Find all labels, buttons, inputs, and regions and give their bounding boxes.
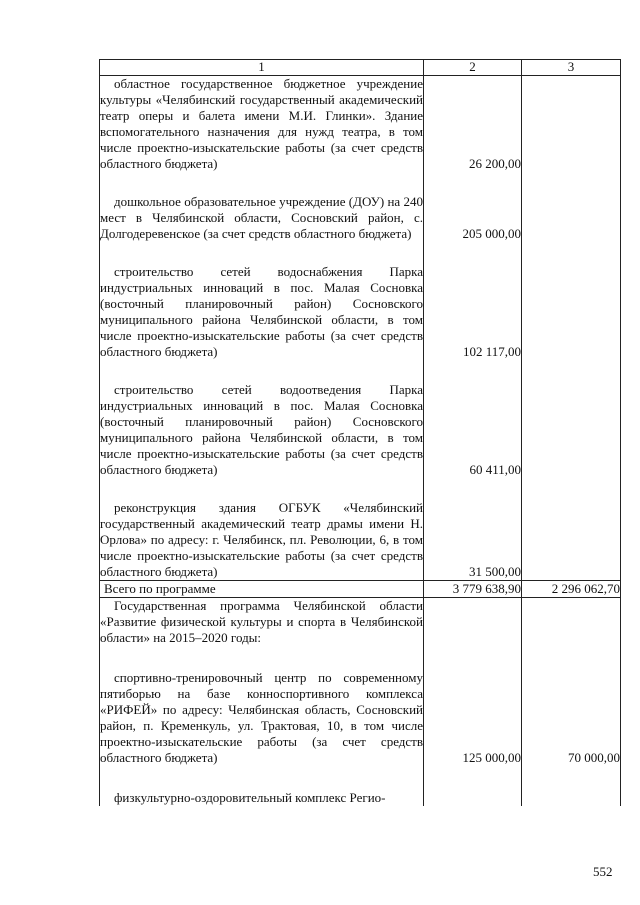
page-number: 552 (593, 864, 613, 879)
row-value-col3 (522, 76, 621, 173)
table-row (100, 264, 621, 360)
header-col-3: 3 (522, 60, 621, 76)
budget-table (99, 59, 621, 806)
row-value-col2 (424, 790, 522, 806)
table-row (100, 500, 621, 581)
row-spacer (100, 360, 621, 382)
row-value-col3 (522, 194, 621, 242)
total-label: Всего по программе (100, 581, 424, 598)
total-value-col3: 2 296 062,70 (522, 581, 621, 598)
row-description: спортивно-тренировочный центр по современному пятиборью на базе конноспортивного комплекса «РИФЕЙ» по адресу: Челябинская область, Сосновский район, п. Кременкуль, ул. Трактовая, 10, в том числе проектно-изыскательские работы (за счет средств областного бюджета) (100, 670, 423, 765)
row-value-col3: 70 000,00 (522, 670, 621, 766)
total-row (100, 581, 621, 598)
row-value-col2: 125 000,00 (424, 670, 522, 766)
row-description: физкультурно-оздоровительный комплекс Регио- (100, 790, 424, 806)
header-col-1: 1 (100, 60, 424, 76)
row-value-col2: 60 411,00 (424, 382, 522, 478)
row-value-col2: 26 200,00 (424, 76, 522, 173)
row-description: дошкольное образовательное учреждение (ДОУ) на 240 мест в Челябинской области, Сосновский район, с. Долгодеревенское (за счет средств областного бюджета) (100, 194, 423, 241)
program-title: Государственная программа Челябинской области «Развитие физической культуры и спорта в Челябинской области» на 2015–2020 годы: (100, 598, 423, 645)
row-spacer (100, 172, 621, 194)
row-description: строительство сетей водоотведения Парка индустриальных инноваций в пос. Малая Сосновка (восточный планировочный район) Сосновского муниципального района Челябинской области, в том числе проектно-изыскательские работы (за счет средств областного бюджета) (100, 382, 423, 477)
row-description: областное государственное бюджетное учреждение культуры «Челябинский государственный академический театр оперы и балета имени М.И. Глинки». Здание вспомогательного назначения для нужд театра, в том числе проектно-изыскательские работы (за счет средств областного бюджета) (100, 76, 423, 171)
table-row (100, 790, 621, 806)
row-value-col3 (522, 264, 621, 360)
row-spacer (100, 478, 621, 500)
row-spacer (100, 766, 621, 790)
table-row (100, 194, 621, 242)
row-spacer (100, 646, 621, 670)
row-spacer (100, 242, 621, 264)
row-description: реконструкция здания ОГБУК «Челябинский государственный академический театр драмы имени Н. Орлова» по адресу: г. Челябинск, пл. Революции, 6, в том числе проектно-изыскательские работы (за счет средств областного бюджета) (100, 500, 423, 579)
table-row (100, 382, 621, 478)
row-value-col3 (522, 790, 621, 806)
row-value-col3 (522, 500, 621, 581)
row-value-col2: 31 500,00 (424, 500, 522, 581)
row-value-col3 (522, 382, 621, 478)
table-row (100, 76, 621, 173)
table-row (100, 670, 621, 766)
row-value-col2: 102 117,00 (424, 264, 522, 360)
header-col-2: 2 (424, 60, 522, 76)
total-value-col2: 3 779 638,90 (424, 581, 522, 598)
row-value-col2: 205 000,00 (424, 194, 522, 242)
program-title-row (100, 598, 621, 647)
row-description: строительство сетей водоснабжения Парка индустриальных инноваций в пос. Малая Сосновка (восточный планировочный район) Сосновского муниципального района Челябинской области, в том числе проектно-изыскательские работы (за счет средств областного бюджета) (100, 264, 423, 359)
table-header-row (100, 60, 621, 76)
